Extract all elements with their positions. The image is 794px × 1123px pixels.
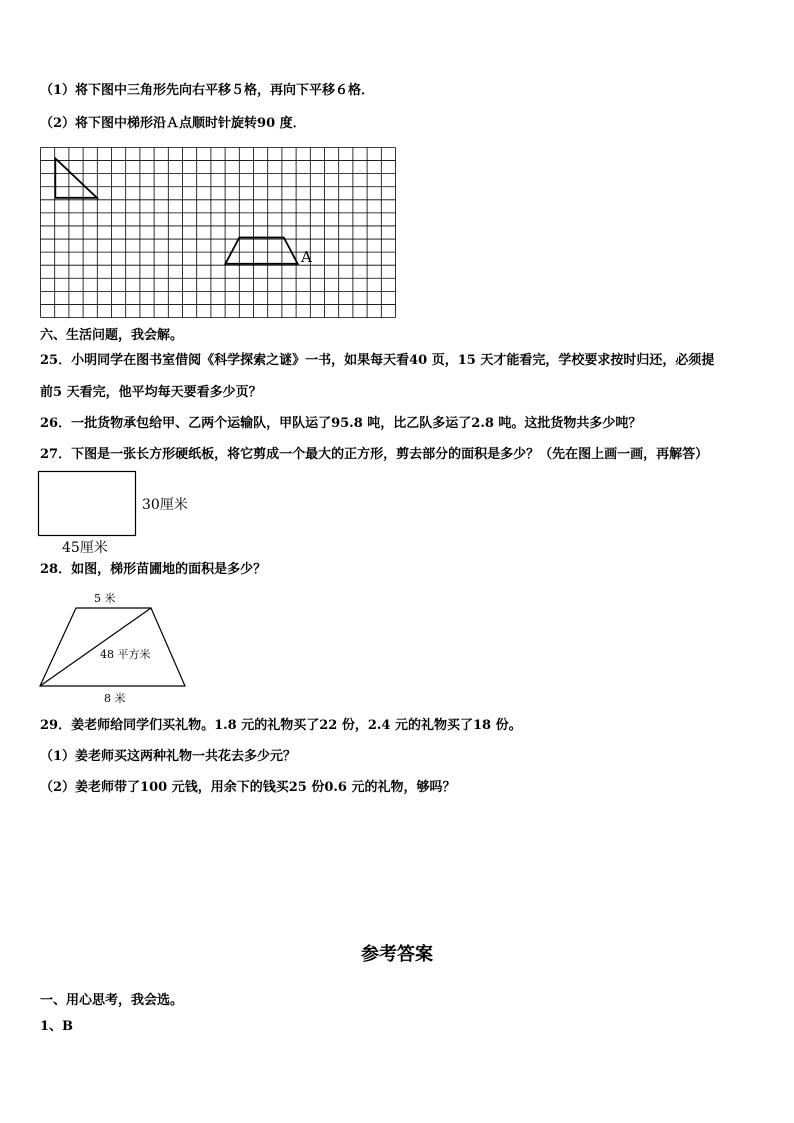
answer-1: 1、B [40, 1019, 74, 1034]
grid-lines [41, 148, 396, 318]
q29-part1: （1）姜老师买这两种礼物一共花去多少元？ [40, 749, 297, 764]
q27-text: 27．下图是一张长方形硬纸板，将它剪成一个最大的正方形，剪去部分的面积是多少？（先在图上画一画，再解答） [40, 447, 709, 462]
nursery-trapezoid [40, 608, 185, 686]
q24-part2: （2）将下图中梯形沿Ａ点顺时针旋转90 度． [40, 116, 306, 131]
bottom-length-label: 8 米 [104, 692, 126, 705]
q29-part2: （2）姜老师带了100 元钱，用余下的钱买25 份0.6 元的礼物，够吗？ [40, 780, 456, 795]
q26-text: 26．一批货物承包给甲、乙两个运输队，甲队运了95.8 吨，比乙队多运了2.8 吨。这批货物共多少吨？ [40, 416, 642, 431]
q25-line2: 前5 天看完，他平均每天要看多少页？ [40, 385, 262, 400]
grid-figure [38, 146, 398, 320]
answer-section1: 一、用心思考，我会选。 [40, 993, 184, 1008]
triangle-shape [55, 158, 97, 197]
trapezoid-figure [36, 586, 192, 708]
area-label: 48 平方米 [100, 648, 151, 661]
answer-key-title: 参考答案 [361, 944, 433, 965]
q24-part1: （1）将下图中三角形先向右平移５格，再向下平移６格． [40, 83, 375, 98]
cardboard-rectangle [39, 472, 136, 536]
q28-text: 28．如图，梯形苗圃地的面积是多少？ [40, 562, 267, 577]
rectangle-figure [36, 468, 206, 560]
trapezoid-shape [225, 238, 297, 264]
q25-line1: 25．小明同学在图书室借阅《科学探索之谜》一书，如果每天看40 页，15 天才能看完，学校要求按时归还，必须提 [40, 353, 715, 368]
height-label: 30厘米 [142, 497, 188, 513]
top-length-label: 5 米 [94, 592, 116, 605]
width-label: 45厘米 [62, 540, 108, 556]
point-a-label: A [301, 248, 312, 266]
diagonal-line [40, 608, 151, 686]
section6-title: 六、生活问题，我会解。 [40, 328, 184, 343]
q29-text: 29．姜老师给同学们买礼物。1.8 元的礼物买了22 份，2.4 元的礼物买了18 份。 [40, 718, 522, 733]
